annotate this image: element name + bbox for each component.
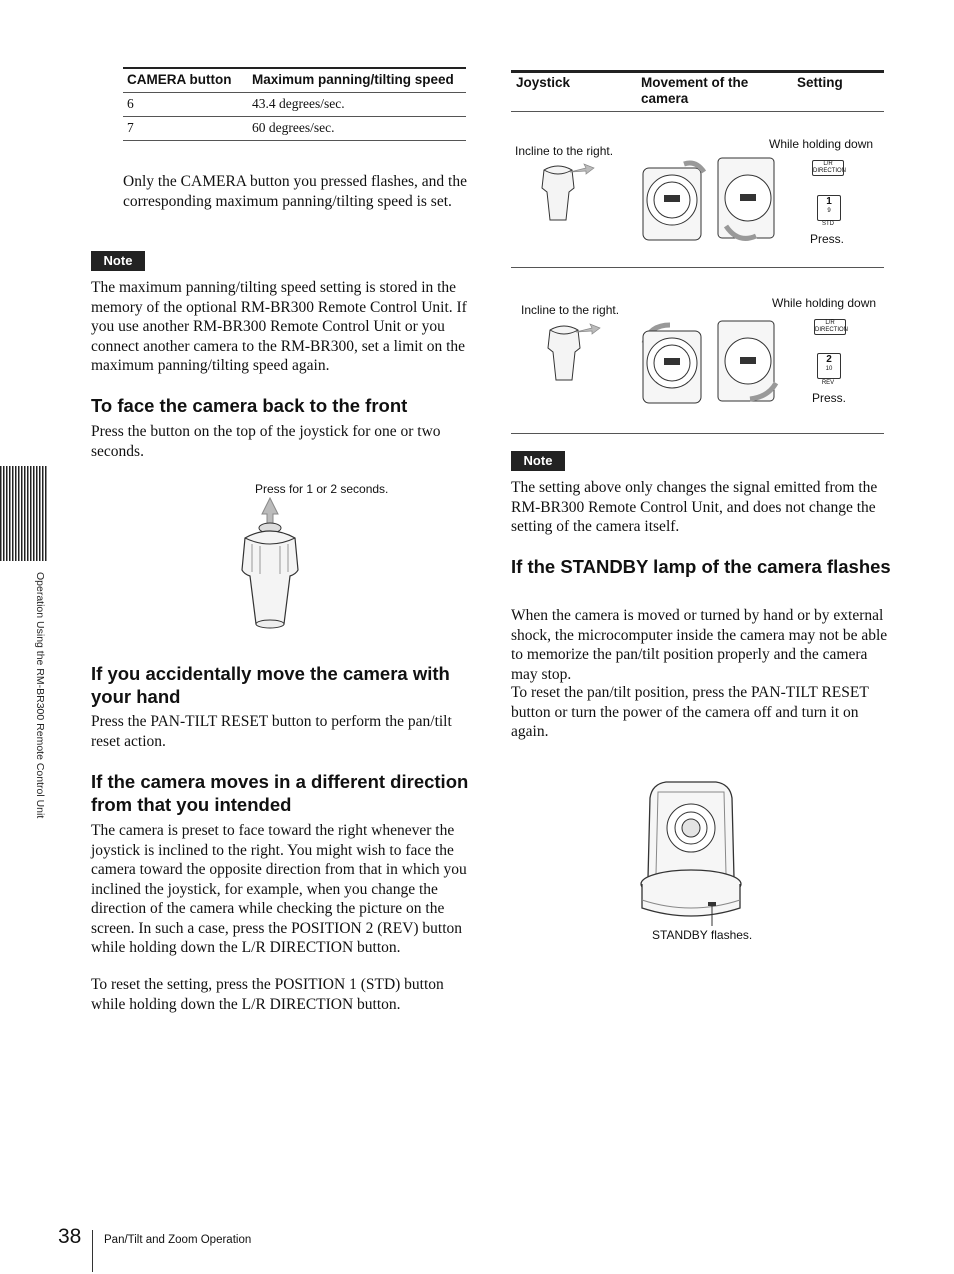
row2-lr-direction-key[interactable]: L/R DIRECTION [815, 320, 848, 333]
row1-key-number-bottom: 9 [827, 208, 831, 214]
row2-holding-caption: While holding down [772, 296, 877, 310]
joystick-table-bottomline [511, 433, 884, 434]
row2-incline-caption: Incline to the right. [521, 303, 620, 317]
joystick-table-topline [511, 70, 884, 73]
speed-table-header-speed: Maximum panning/tilting speed [252, 72, 454, 87]
joystick-table-header-setting: Setting [797, 75, 843, 90]
different-direction-text-2: To reset the setting, press the POSITION 1 (STD) button while holding down the L/R DIRECTION button. [91, 976, 444, 1013]
joystick-press-illustration [228, 494, 312, 636]
heading-standby-lamp: If the STANDBY lamp of the camera flashes [511, 556, 891, 577]
footer-section: Pan/Tilt and Zoom Operation [104, 1234, 252, 1246]
camera-standby-illustration [636, 778, 746, 928]
joystick-table-header-joystick: Joystick [516, 75, 571, 90]
speed-table [123, 67, 466, 141]
row2-joystick-icon [542, 318, 602, 384]
row2-rev-label: REV [821, 380, 835, 386]
row1-joystick-icon [536, 158, 596, 224]
accidentally-move-text: Press the PAN-TILT RESET button to perform the pan/tilt reset action. [91, 713, 452, 750]
note-text: The maximum panning/tilting speed setting is stored in the memory of the optional RM-BR300 Remote Control Unit. If you use another RM-BR300 Remote Control Unit or you connect another camera to the RM-BR300, set a limit on the maximum panning/tilting speed again. [91, 279, 467, 374]
row1-camera-movement-illustration [640, 150, 790, 246]
note-badge-right: Note [511, 451, 565, 471]
standby-text-2: To reset the pan/tilt position, press the PAN-TILT RESET button or turn the power of the camera off and turn it on again. [511, 684, 869, 740]
row2-key-number-bottom: 10 [825, 366, 833, 372]
joystick-table-row-divider [511, 267, 884, 268]
row1-press-caption: Press. [810, 232, 845, 246]
heading-different-direction: If the camera moves in a different direction from that you intended [91, 771, 469, 815]
table-row: 7 60 degrees/sec. [123, 116, 466, 140]
footer-divider [92, 1230, 93, 1272]
joystick-table-header-movement: Movement of the camera [641, 75, 749, 106]
heading-face-front: To face the camera back to the front [91, 395, 408, 416]
row1-key-number-top: 1 [826, 196, 832, 207]
joystick-table-header-line [511, 111, 884, 112]
table-row: 6 43.4 degrees/sec. [123, 92, 466, 116]
row1-incline-caption: Incline to the right. [515, 144, 614, 158]
speed-table-header-button: CAMERA button [127, 72, 232, 87]
row1-lr-direction-key[interactable]: L/R DIRECTION [813, 161, 846, 174]
side-tab-stripes [0, 466, 47, 561]
row2-press-caption: Press. [812, 391, 847, 405]
standby-caption: STANDBY flashes. [652, 928, 753, 942]
row1-position-1-key[interactable] [817, 195, 841, 221]
face-front-text: Press the button on the top of the joystick for one or two seconds. [91, 423, 441, 460]
row1-holding-caption: While holding down [769, 137, 874, 151]
joystick-caption: Press for 1 or 2 seconds. [255, 482, 389, 496]
standby-text-1: When the camera is moved or turned by hand or by external shock, the microcomputer inside the camera may not be able to memorize the pan/tilt position properly and the camera may stop. [511, 607, 888, 683]
different-direction-text-1: The camera is preset to face toward the right whenever the joystick is inclined to the right. You might wish to face the camera toward the opposite direction from that in which you inclined the joystick, for example, when you change the direction of the camera while checking the picture on the screen. In such a case, press the POSITION 2 (REV) button while holding down the L/R DIRECTION button. [91, 822, 467, 956]
row2-camera-movement-illustration [640, 313, 790, 409]
row1-std-label: STD [822, 221, 834, 227]
heading-accidentally-move: If you accidentally move the camera with your hand [91, 663, 450, 707]
page-number: 38 [58, 1225, 82, 1248]
camera-button-paragraph: Only the CAMERA button you pressed flashes, and the corresponding maximum panning/tilting speed is set. [123, 173, 467, 210]
sidebar-label: Operation Using the RM-BR300 Remote Control Unit [34, 572, 46, 819]
row2-position-2-key[interactable] [817, 353, 841, 379]
row2-key-number-top: 2 [826, 354, 832, 365]
note-badge: Note [91, 251, 145, 271]
note-text-right: The setting above only changes the signal emitted from the RM-BR300 Remote Control Unit, and does not change the setting of the camera itself. [511, 479, 878, 535]
